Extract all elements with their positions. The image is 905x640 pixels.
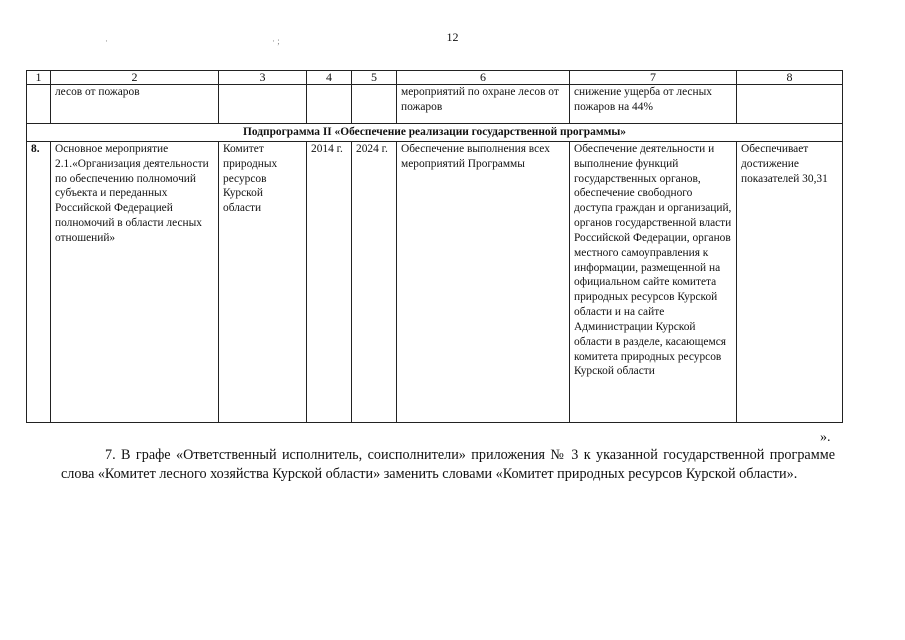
amendment-paragraph: 7. В графе «Ответственный исполнитель, соисполнители» приложения № 3 к указанной государственной программе слова «Комитет лесного хозяйства Курской области» заменить словами «Комитет природных ресурсов Курской области». — [61, 447, 835, 482]
column-number: 1 — [27, 71, 51, 85]
page-number: 12 — [446, 30, 459, 44]
row-number: 8. — [27, 142, 51, 423]
column-number-row — [27, 71, 843, 85]
column-number: 3 — [219, 71, 307, 85]
subprogram-title: Подпрограмма II «Обеспечение реализации государственной программы» — [27, 124, 843, 142]
column-number: 5 — [352, 71, 397, 85]
subprogram-row — [27, 124, 843, 142]
responsible-cell: Комитет природных ресурсов Курской области — [219, 142, 307, 423]
table-cell — [27, 85, 51, 124]
continuation-result-cell: мероприятий по охране лесов от пожаров — [397, 85, 570, 124]
start-year-cell: 2014 г. — [307, 142, 352, 423]
scan-speck: · — [105, 36, 108, 46]
column-number: 7 — [570, 71, 737, 85]
continuation-name-cell: лесов от пожаров — [51, 85, 219, 124]
expected-result-cell: Обеспечение выполнения всех мероприятий Программы — [397, 142, 570, 423]
end-year-cell: 2024 г. — [352, 142, 397, 423]
column-number: 4 — [307, 71, 352, 85]
measure-name-cell: Основное мероприятие 2.1.«Организация деятельности по обеспечению полномочий субъекта и переданных Российской Федерацией полномочий в области лесных отношений» — [51, 142, 219, 423]
table-cell — [352, 85, 397, 124]
column-number: 6 — [397, 71, 570, 85]
continuation-row — [27, 85, 843, 124]
column-number: 8 — [737, 71, 843, 85]
consequences-cell: Обеспечение деятельности и выполнение функций государственных органов, обеспечение свободного доступа граждан и организаций, органов государственной власти Российской Федерации, органов местного самоуправления к информации, размещенной на официальном сайте комитета природных ресурсов Курской области и на сайте Администрации Курской области в разделе, касающемся комитета природных ресурсов Курской области — [570, 142, 737, 423]
continuation-consequence-cell: снижение ущерба от лесных пожаров на 44% — [570, 85, 737, 124]
column-number: 2 — [51, 71, 219, 85]
indicators-cell: Обеспечивает достижение показателей 30,31 — [737, 142, 843, 423]
closing-quote: ». — [820, 430, 831, 445]
table-cell — [737, 85, 843, 124]
table-cell — [219, 85, 307, 124]
program-table — [26, 70, 843, 423]
table-row — [27, 142, 843, 423]
scan-speck: · ; — [272, 36, 280, 46]
table-cell — [307, 85, 352, 124]
